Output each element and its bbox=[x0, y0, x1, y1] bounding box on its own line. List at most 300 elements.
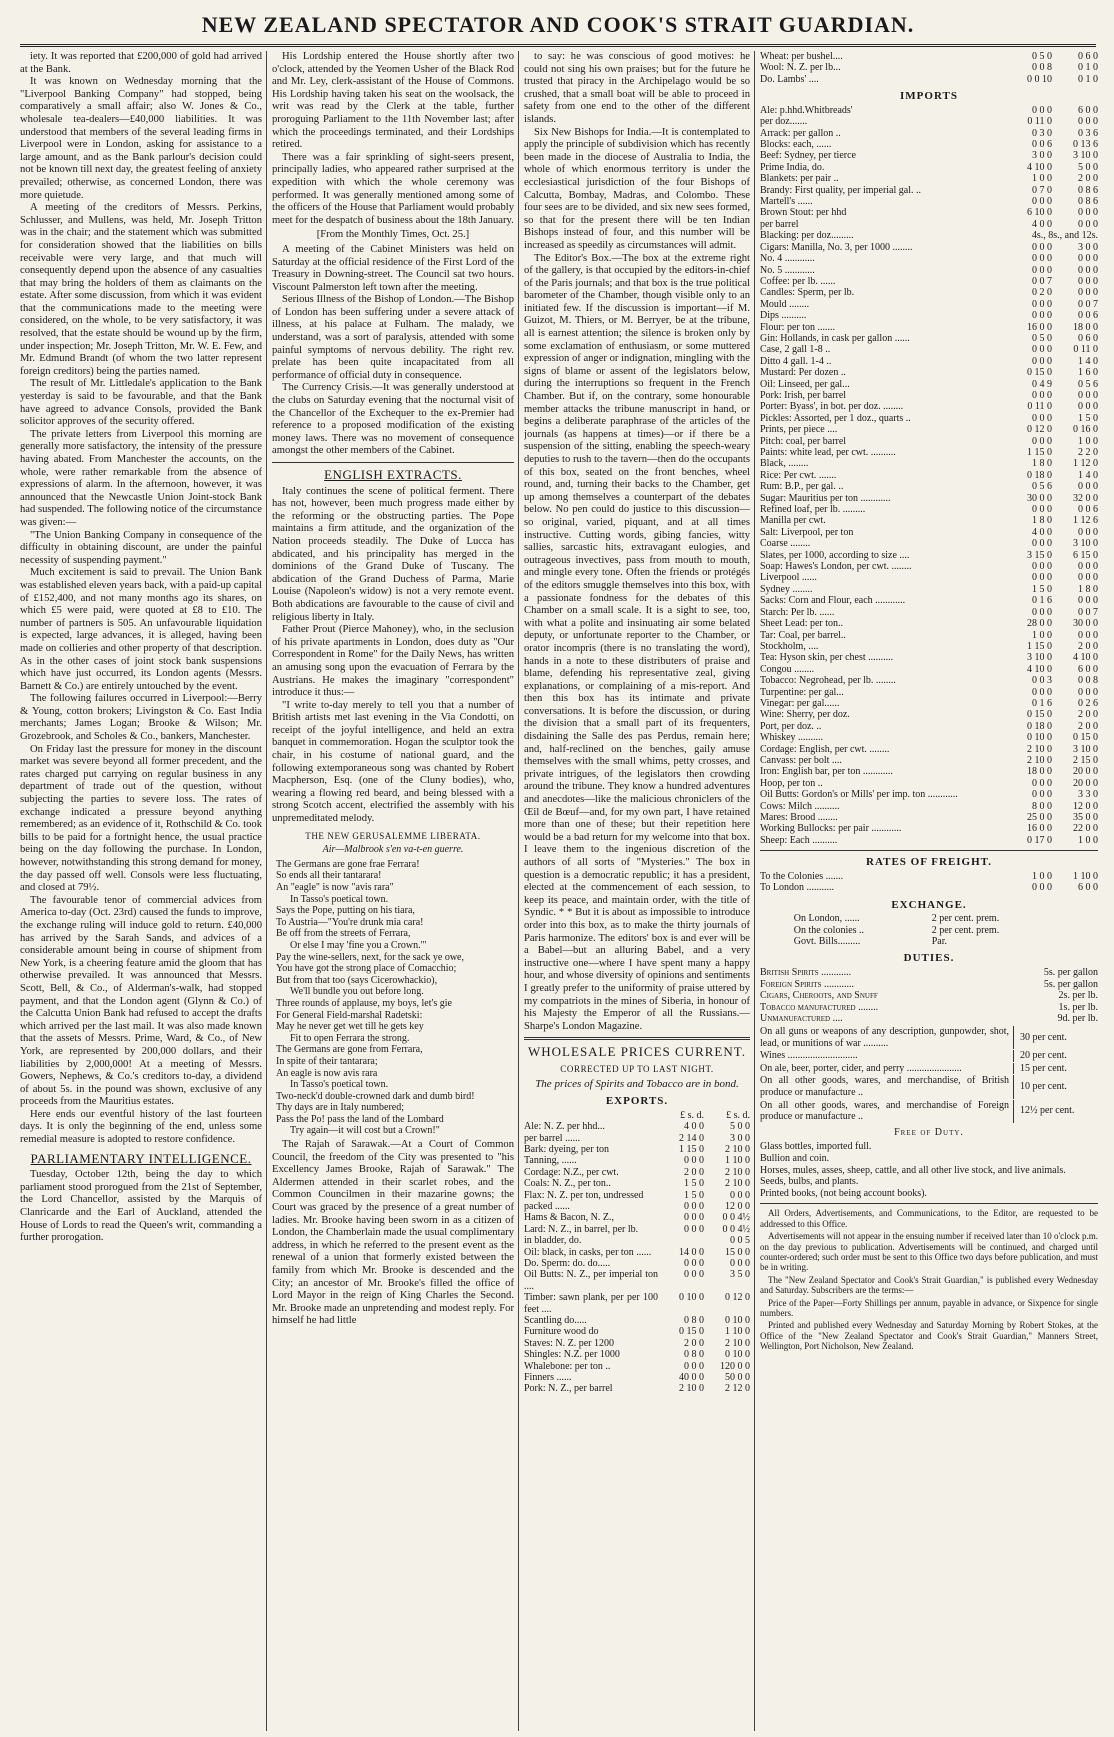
price-row bbox=[760, 721, 1098, 732]
price-row bbox=[760, 709, 1098, 720]
price-row bbox=[524, 1235, 750, 1246]
article-paragraph: It was known on Wednesday morning that the "Liverpool Banking Company" had stopped, being comparatively a small affair; also W. Jones & Co., wholesale tea-dealers—£40,000 liabilities. It was understood that members of the several leading firms in Liverpool were in London, asking for assistance to a large amount, and as the Bank parlour's decision could not be known till next day, the greatest feeling of anxiety prevailed; otherwise, as concerned London, there was more quietude. bbox=[20, 76, 262, 201]
price-item: Porter: Byass', in bot. per doz. ........ bbox=[760, 401, 904, 413]
price-item: Canvass: per bolt .... bbox=[760, 754, 842, 766]
duty-rate: 1s. per lb. bbox=[1058, 1001, 1098, 1013]
article-paragraph: The result of Mr. Littledale's application to the Bank yesterday is said to be favourable, and that the Bank have agreed to advance Consols, provided the Bank solicitor approves of the security offered. bbox=[20, 378, 262, 428]
price-item: Brandy: First quality, per imperial gal. .. bbox=[760, 184, 921, 196]
price-high: 0 0 6 bbox=[1078, 504, 1098, 516]
price-row bbox=[760, 652, 1098, 663]
price-item: Oil: black, in casks, per ton ...... bbox=[524, 1246, 652, 1258]
price-high: 30 0 0 bbox=[1073, 618, 1098, 630]
verse-line: Fit to open Ferrara the strong. bbox=[290, 1032, 410, 1044]
price-high: 120 0 0 bbox=[720, 1360, 750, 1372]
price-low: 0 0 0 bbox=[1032, 241, 1052, 253]
duty-item: British Spirits ............ bbox=[760, 967, 852, 979]
price-high: 0 1 0 bbox=[1078, 73, 1098, 85]
article-paragraph: The Currency Crisis.—It was generally understood at the clubs on Saturday evening that the nocturnal visit of the Chancellor of the Exchequer to the ex-Premier had reference to a proposed modification of the existing money laws. There was no movement of consequence amongst the other members of the Cabinet. bbox=[272, 382, 514, 457]
price-row bbox=[760, 823, 1098, 834]
article-paragraph: "I write to-day merely to tell you that a number of British artists met last evening in the Via Condotti, on receipt of the joyful intelligence, and held an extra banquet in commemoration. Hogan the sculptor took the chair, in his costume of national guard, and the following extemporaneous song was chanted by Robert Macpherson, Esq. (one of the Cluny bodies), who, wearing a flowing red beard, and being blessed with a strong Scotch accent, electrified the assembly with his unpremeditated melody. bbox=[272, 699, 514, 825]
price-low: 0 0 0 bbox=[1032, 298, 1052, 310]
free-item: Printed books, (not being account books). bbox=[760, 1187, 927, 1199]
verse-line: In Tasso's poetical town. bbox=[290, 893, 389, 905]
price-item: Tea: Hyson skin, per chest .......... bbox=[760, 652, 894, 664]
price-item: Vinegar: per gal...... bbox=[760, 697, 840, 709]
price-high: 20 0 0 bbox=[1073, 777, 1098, 789]
price-low: 0 10 0 bbox=[679, 1292, 704, 1304]
article-paragraph: The favourable tenor of commercial advices from America to-day (Oct. 23rd) caused the funds to improve, the exchange ruling will induce gold to return. £40,000 has arrived by the Sarah Sands, and advices of a considerable amount being in course of shipment from New York, is a cheering feature amid the gloom that has otherwise prevailed. It was announced that Messrs. Scott, Bell, & Co., of Alderman's-walk, had stopped payment, and that the London agent (Glynn & Co.) of the Calcutta Union Bank had refused to accept the drafts which arrived per the last mail. It was also made known that the assets of Messrs. Prime, Ward, & Co., of New York, are represented by 200,000 dollars, and their liabilities by 2,000,000! At a meeting of Messrs. Gowers, Nephews, & Co.'s creditors to-day, a dividend of about 5s. in the pound was shown, exclusive of any proceeds from the Mauritius estates. bbox=[20, 894, 262, 1108]
price-item: Sugar: Mauritius per ton ............ bbox=[760, 492, 891, 504]
price-low: 0 0 0 bbox=[1032, 196, 1052, 208]
price-low: 1 15 0 bbox=[1027, 447, 1052, 458]
price-low: 8 0 0 bbox=[1032, 800, 1052, 812]
price-row bbox=[760, 367, 1098, 378]
exports-heading: EXPORTS. bbox=[605, 1095, 669, 1108]
price-low: 0 0 0 bbox=[1032, 435, 1052, 447]
duty-item: Tobacco manufactured ........ bbox=[760, 1001, 879, 1013]
price-low: 4 10 0 bbox=[1027, 663, 1052, 675]
verse-line: The Germans are gone frae Ferrara! bbox=[276, 858, 420, 870]
price-row bbox=[760, 675, 1098, 686]
price-row bbox=[524, 1178, 750, 1189]
price-low: 0 4 9 bbox=[1032, 378, 1052, 390]
price-low: 6 10 0 bbox=[1027, 207, 1052, 219]
price-low: 0 0 0 bbox=[1032, 412, 1052, 424]
price-row bbox=[524, 1349, 750, 1360]
exchange-value: 2 per cent. prem. bbox=[931, 913, 1000, 925]
price-item: Stockholm, .... bbox=[760, 640, 819, 652]
price-item: Brown Stout: per hhd bbox=[760, 207, 847, 219]
column-divider bbox=[518, 51, 519, 1731]
price-low: 0 12 0 bbox=[1027, 424, 1052, 436]
verse-line: Pay the wine-sellers, next, for the sack ye owe, bbox=[276, 951, 464, 963]
exchange-table bbox=[794, 913, 1064, 947]
produce-table bbox=[760, 51, 1098, 85]
price-item: Wool: N. Z. per lb... bbox=[760, 62, 841, 74]
price-item: Pork: N. Z., per barrel bbox=[524, 1383, 613, 1395]
article-paragraph: There was a fair sprinkling of sight-seers present, principally ladies, who appeared rather surprised at the expedition with which the whole ceremony was performed. It was generally mentioned among some of the officers of the House that Parliament would probably meet for the despatch of business about the 18th January. bbox=[272, 151, 514, 226]
price-row bbox=[524, 1315, 750, 1326]
price-row bbox=[760, 162, 1098, 173]
price-high: 0 0 7 bbox=[1078, 606, 1098, 618]
price-high: 1 0 0 bbox=[1078, 435, 1098, 447]
price-row bbox=[760, 630, 1098, 641]
price-low: 0 0 8 bbox=[1032, 62, 1052, 74]
price-row bbox=[524, 1258, 750, 1269]
duty-brace-rate: 10 per cent. bbox=[1020, 1081, 1067, 1093]
duty-row bbox=[760, 1013, 1098, 1025]
duty-brace-item: On all guns or weapons of any description, gunpowder, shot, lead, or munitions of war .......... bbox=[760, 1026, 1014, 1049]
price-low: 0 5 0 bbox=[1032, 51, 1052, 62]
price-high: 18 0 0 bbox=[1073, 321, 1098, 333]
article-paragraph: Father Prout (Pierce Mahoney), who, in the seclusion of his private apartments in London, does duty as "Our Correspondent in Rome" for the Daily News, has written an amusing song upon the evacuation of Ferrara by the Austrians. He makes the imaginary "correspondent" introduce it thus:— bbox=[272, 624, 514, 699]
price-item: Prime India, do. bbox=[760, 161, 825, 173]
price-low: 0 11 0 bbox=[1027, 116, 1052, 128]
price-item: Slates, per 1000, according to size .... bbox=[760, 549, 910, 561]
verse-line: Thy days are in Italy numbered; bbox=[276, 1102, 405, 1114]
price-high: 0 1 0 bbox=[1078, 62, 1098, 74]
price-high: 5 0 0 bbox=[1078, 161, 1098, 173]
price-low: 1 8 0 bbox=[1032, 458, 1052, 470]
price-low: 0 2 0 bbox=[1032, 287, 1052, 299]
price-item: Timber: sawn plank, per per 100 feet .... bbox=[524, 1292, 658, 1315]
publication-notices bbox=[760, 1208, 1098, 1351]
price-high: 0 2 6 bbox=[1078, 697, 1098, 709]
price-high: 2 2 0 bbox=[1078, 447, 1098, 458]
duty-item: Unmanufactured .... bbox=[760, 1013, 843, 1025]
price-row bbox=[760, 196, 1098, 207]
price-low: 0 0 0 bbox=[1032, 310, 1052, 322]
article-paragraph: The Rajah of Sarawak.—At a Court of Common Council, the freedom of the City was presented to "his Excellency James Brooke, Rajah of Sarawak." The Aldermen attended in their scarlet robes, and the Common Councilmen in their mazarine gowns; the Court was graced by the presence of a great number of ladies. Mr. Brooke having been sworn in as a citizen of London, the Chamberlain made the usual complimentary address, in which he referred to the present event as the renewal of a union that formerly existed between the family from which Mr. Brooke is descended and the City; an ancestor of Mr. Brooke's filled the office of Lord Mayor in the reign of King Charles the Second. Mr. Brooke made an unpretending and modest reply. For himself he had little bbox=[272, 1139, 514, 1327]
verse-line: To Austria—"You're drunk mia cara! bbox=[276, 916, 424, 928]
price-item: Tobacco: Negrohead, per lb. ........ bbox=[760, 675, 896, 687]
price-high: 6 0 0 bbox=[1078, 104, 1098, 116]
duty-brace-rate: 12½ per cent. bbox=[1020, 1105, 1075, 1117]
exchange-value: 2 per cent. prem. bbox=[931, 924, 1000, 936]
price-row bbox=[524, 1212, 750, 1223]
price-low: 2 0 0 bbox=[684, 1166, 704, 1178]
article-paragraph: On Friday last the pressure for money in the discount market was severe beyond all former precedent, and the rates charged put carrying on regular business in any department of trade out of the question, without subjecting the parties to severe loss. The rates of exchange indicated a pressure beyond anything remembered; as an evidence of it, Rothschild & Co. took bills to be paid for a fortnight hence, the usual practice being on the day following the purchase. In London, however, notwithstanding this strong demand for money, the day passed off well. Consols were less fluctuating, and closed at 79½. bbox=[20, 743, 262, 894]
price-high: 2 0 0 bbox=[1078, 720, 1098, 732]
price-high: 32 0 0 bbox=[1073, 492, 1098, 504]
price-high: 6 0 0 bbox=[1078, 882, 1098, 894]
price-item: Refined loaf, per lb. ......... bbox=[760, 504, 866, 516]
price-low: 0 0 0 bbox=[684, 1360, 704, 1372]
price-item: Oil Butts: N. Z., per imperial ton .... bbox=[524, 1269, 658, 1292]
verse-line: We'll bundle you out before long. bbox=[290, 986, 424, 998]
price-high: 6 0 0 bbox=[1078, 663, 1098, 675]
duty-item: Cigars, Cheroots, and Snuff bbox=[760, 990, 878, 1002]
price-high: 2 12 0 bbox=[725, 1383, 750, 1395]
price-row bbox=[760, 595, 1098, 606]
price-item: Mould ........ bbox=[760, 298, 810, 310]
price-high: 4 10 0 bbox=[1073, 652, 1098, 664]
units-low: £ s. d. bbox=[680, 1109, 704, 1121]
article-paragraph: The Editor's Box.—The box at the extreme right of the gallery, is that occupied by the editors-in-chief of the Paris journals; and that box is the true political barometer of the Chamber, though visible only to an initiated few. If the discussion is important—if M. Guizot, M. Thiers, or M. Berryer, be at the tribune, all is earnest attention; the silence is broken only by some exclamation of enthusiasm, or some muttered expression of anger or indignation, mingling with the signs of blame or assent of the legislators below, during the interruptions so frequent in the French Chamber. But if, on the contrary, some honourable member attacks the tribune manuscript in hand, or begins a deliberate paraphrase of the articles of the journals (as happens at times)—or if there be a suspension of the sitting, enabling the speech-weary deputies to rush to the tavern—then do the occupants of this box, seated on the front benches, wheel round, and, turning their backs to the Chamber, get up among themselves a counterpart of the debates below. No pen could do justice to this discussion—so original, varied, piquant, and at all times instructive. Cutting words, gibing fancies, witty sallies, sarcastic hits, extravagant eulogies, and outrageous invectives, pass from mouth to mouth, and mingle every tone. Often the friends or protégés of the editors smuggle themselves into this box, with a passionate fondness for the debates of this Chamber on a small scale. It is a sight to see, too, with what a polite and insinuating air some belated deputy, or unfortunate reporter to the Chamber, or orator incompris (there is no translating the word), hands in a note to these distributers of praise and blame, defending his representative zeal, giving explanations, or complaining of a mis-report. And then this box has its intimate and private conversations. It is before the discussion, or during the division that a small part of its frequenters, disdaining the Salle des pas Perdus, remain here; and, half-reclined on the benches, gaily amuse themselves with the small whims, petty crosses, and private intrigues, of the legislators then crowding around the tribune. They know a hundred adventures and anecdotes—like the malicious chroniclers of the Œil de Bœuf—and, for my own part, I have retained more than one of these; but their repetition here would be a bad return for my welcome into that box. I leave them to the ingenious discretion of the authors of all sorts of "Mysteries." The box in question is a democratic republic; it has a president, elected at the commencement of each session, to keep its peace, and maintain order, with the title of Syndic. * * But it is about as impossible to introduce order into this box, as to make the thirty journals of Paris harmonize. The editors' box is and ever will be a Babel—but an alluring Babel, and a very instructive one—where I have spent many a happy hour, and whose diversity of opinions and sentiments I greatly prefer to the uniformity of praise uttered by my compatriots in the mines of Siberia, in honour of his Majesty the Emperor of all the Russians.—Sharpe's London Magazine. bbox=[524, 252, 750, 1032]
duty-rate: 9d. per lb. bbox=[1057, 1013, 1098, 1025]
price-high: 22 0 0 bbox=[1073, 823, 1098, 835]
duty-brace-row bbox=[760, 1063, 1098, 1075]
price-row bbox=[760, 424, 1098, 435]
price-high: 2 10 0 bbox=[725, 1143, 750, 1155]
column-4 bbox=[760, 51, 1098, 1731]
duty-row bbox=[760, 967, 1098, 979]
article-paragraph: Here ends our eventful history of the last fourteen days. It is only the beginning of the end, unless some remedial measure is adopted to restore confidence. bbox=[20, 1108, 262, 1146]
duty-brace-row bbox=[760, 1100, 1098, 1123]
price-row bbox=[760, 379, 1098, 390]
price-row bbox=[760, 538, 1098, 549]
price-high: 3 10 0 bbox=[1073, 150, 1098, 162]
price-high: 0 0 0 bbox=[1078, 287, 1098, 299]
price-row bbox=[524, 1133, 750, 1144]
price-item: in bladder, do. bbox=[524, 1235, 582, 1247]
verse-line: Be off from the streets of Ferrara, bbox=[276, 928, 411, 940]
price-row bbox=[760, 493, 1098, 504]
notice-paragraph: The "New Zealand Spectator and Cook's Strait Guardian," is published every Wednesday and Saturday. Subscribers are the terms:— bbox=[760, 1274, 1098, 1296]
prices-corrected: CORRECTED UP TO LAST NIGHT. bbox=[560, 1063, 714, 1074]
price-high: 1 10 0 bbox=[725, 1155, 750, 1167]
exchange-row bbox=[794, 913, 1064, 924]
price-high: 0 0 0 bbox=[1078, 481, 1098, 493]
price-row bbox=[760, 310, 1098, 321]
price-high: 0 0 0 bbox=[1078, 264, 1098, 276]
price-row bbox=[524, 1190, 750, 1201]
price-low: 0 0 7 bbox=[1032, 275, 1052, 287]
price-low: 16 0 0 bbox=[1027, 321, 1052, 333]
article-paragraph: iety. It was reported that £200,000 of gold had arrived at the Bank. bbox=[20, 51, 262, 75]
price-low: 4 0 0 bbox=[1032, 526, 1052, 538]
exchange-item: Govt. Bills......... bbox=[793, 936, 861, 948]
price-item: Salt: Liverpool, per ton bbox=[760, 526, 854, 538]
price-high: 1 4 0 bbox=[1078, 355, 1098, 367]
price-high: 0 0 0 bbox=[1078, 207, 1098, 219]
parliamentary-heading: PARLIAMENTARY INTELLIGENCE. bbox=[30, 1150, 252, 1166]
price-item: Pitch: coal, per barrel bbox=[760, 435, 847, 447]
price-row bbox=[760, 744, 1098, 755]
price-low: 0 0 0 bbox=[1032, 777, 1052, 789]
price-row bbox=[760, 287, 1098, 298]
price-high: 0 11 0 bbox=[1073, 344, 1098, 356]
price-low: 14 0 0 bbox=[679, 1246, 704, 1258]
free-item: Glass bottles, imported full. bbox=[760, 1141, 872, 1153]
price-row bbox=[760, 230, 1098, 241]
price-high: 3 3 0 bbox=[1078, 789, 1098, 801]
price-low: 1 8 0 bbox=[1032, 515, 1052, 527]
price-low: 1 15 0 bbox=[1027, 640, 1052, 652]
price-row bbox=[760, 74, 1098, 85]
exchange-item: On the colonies .. bbox=[793, 924, 865, 936]
price-item: Starch: Per lb. ...... bbox=[760, 606, 835, 618]
price-row bbox=[760, 871, 1098, 882]
masthead-rule bbox=[20, 44, 1096, 47]
price-item: Wine: Sherry, per doz. bbox=[760, 709, 850, 721]
price-row bbox=[524, 1155, 750, 1166]
price-item: per barrel ...... bbox=[524, 1132, 581, 1144]
price-row bbox=[524, 1372, 750, 1383]
article-paragraph: Italy continues the scene of political ferment. There has not, however, been much progress made either by the reforming or the obstructing parties. The Pope maintains a firm attitude, and the organization of the Nation proceeds steadily. The Duke of Lucca has abdicated, and his principality has merged in the dominions of the Grand Duke of Tuscany. The abdication of the Grand Duchess of Parma, Marie Louise (Napoleon's widow) is not a very remote event. Both abdications are favourable to the cause of civil and religious liberty in Italy. bbox=[272, 485, 514, 623]
price-low: 3 0 0 bbox=[1032, 150, 1052, 162]
price-item: Ale: p.hhd.Whitbreads' bbox=[760, 104, 853, 116]
price-item: Oil: Linseed, per gal... bbox=[760, 378, 850, 390]
duties-heading: DUTIES. bbox=[903, 952, 955, 965]
price-high: 50 0 0 bbox=[725, 1372, 750, 1384]
verse-line: For General Field-marshal Radetski: bbox=[276, 1009, 423, 1021]
price-low: 0 0 0 bbox=[684, 1223, 704, 1235]
duty-rate: 2s. per lb. bbox=[1058, 990, 1098, 1002]
price-row bbox=[760, 344, 1098, 355]
price-row bbox=[524, 1269, 750, 1292]
price-low: 0 1 6 bbox=[1032, 595, 1052, 607]
price-row bbox=[760, 789, 1098, 800]
price-row bbox=[524, 1338, 750, 1349]
price-high: 6 15 0 bbox=[1073, 549, 1098, 561]
price-row bbox=[760, 778, 1098, 789]
duty-brace-row bbox=[760, 1026, 1098, 1049]
price-item: per barrel bbox=[760, 218, 799, 230]
price-low: 2 0 0 bbox=[684, 1337, 704, 1349]
price-row bbox=[760, 550, 1098, 561]
price-row bbox=[524, 1247, 750, 1258]
price-high: 1 5 0 bbox=[1078, 412, 1098, 424]
price-row bbox=[760, 732, 1098, 743]
notice-paragraph: Printed and published every Wednesday and Saturday Morning by Robert Stokes, at the Office of the "New Zealand Spectator and Cook's Strait Guardian," Manners Street, Wellington, Port Nicholson, New Zealand. bbox=[760, 1320, 1098, 1352]
english-extracts-heading: ENGLISH EXTRACTS. bbox=[324, 467, 462, 482]
free-item: Seeds, bulbs, and plants. bbox=[760, 1176, 859, 1188]
duty-brace-row bbox=[760, 1050, 1098, 1062]
freight-heading: RATES OF FREIGHT. bbox=[866, 856, 992, 869]
price-low: 0 7 0 bbox=[1032, 184, 1052, 196]
price-low: 0 8 0 bbox=[684, 1349, 704, 1361]
price-row bbox=[760, 219, 1098, 230]
price-item: Prints, per piece .... bbox=[760, 424, 838, 436]
price-row bbox=[760, 333, 1098, 344]
duty-brace-rate: 30 per cent. bbox=[1020, 1031, 1067, 1043]
price-low: 28 0 0 bbox=[1027, 618, 1052, 630]
price-high: 0 0 7 bbox=[1078, 298, 1098, 310]
price-high: 0 0 0 bbox=[1078, 595, 1098, 607]
price-low: 0 1 6 bbox=[1032, 697, 1052, 709]
price-high: 0 13 6 bbox=[1073, 139, 1098, 151]
price-low: 0 0 0 bbox=[1032, 504, 1052, 516]
song-air: Air—Malbrook s'en va-t-en guerre. bbox=[322, 844, 464, 856]
price-row bbox=[760, 812, 1098, 823]
article-paragraph: The private letters from Liverpool this morning are generally more satisfactory, the intensity of the pressure having abated. From Manchester the accounts, on the whole, were rather remarkable from the absence of expressions of alarm. In the afternoon, however, it was announced that the Newcastle Union Joint-stock Bank had suspended. The following notice of the circumstance was given:— bbox=[20, 428, 262, 528]
price-row bbox=[760, 401, 1098, 412]
price-row bbox=[760, 687, 1098, 698]
price-high: 2 10 0 bbox=[725, 1178, 750, 1190]
duty-row bbox=[760, 990, 1098, 1002]
imports-heading: IMPORTS bbox=[900, 90, 958, 103]
article-paragraph: A meeting of the Cabinet Ministers was held on Saturday at the official residence of the First Lord of the Treasury in Downing-street. The Council sat two hours. Viscount Palmerston left town after the meeting. bbox=[272, 243, 514, 293]
price-item: Cigars: Manilla, No. 3, per 1000 ........ bbox=[760, 241, 913, 253]
price-low: 2 10 0 bbox=[679, 1383, 704, 1395]
column-divider bbox=[266, 51, 267, 1731]
price-low: 3 15 0 bbox=[1027, 549, 1052, 561]
verse-line: Try again—it will cost but a Crown!" bbox=[290, 1125, 440, 1137]
price-row bbox=[760, 607, 1098, 618]
price-low: 4 0 0 bbox=[684, 1121, 704, 1133]
price-item: Working Bullocks: per pair ............ bbox=[760, 823, 902, 835]
exchange-item: On London, ...... bbox=[793, 913, 860, 925]
price-item: Sheet Lead: per ton.. bbox=[760, 618, 844, 630]
article-paragraph: The following failures occurred in Liverpool:—Berry & Young, cotton brokers; Livingston & Co. East India merchants; James Logan; Brooke & Wilson; Mr. Grozebrook, and Scholes & Co., bankers, Manchester. bbox=[20, 693, 262, 743]
price-row bbox=[760, 436, 1098, 447]
price-low: 0 0 0 bbox=[684, 1212, 704, 1224]
price-low: 0 11 0 bbox=[1027, 401, 1052, 413]
price-low: 0 0 0 bbox=[684, 1269, 704, 1281]
price-item: Beef: Sydney, per tierce bbox=[760, 150, 856, 162]
price-row bbox=[524, 1224, 750, 1235]
price-row bbox=[760, 618, 1098, 629]
price-high: 0 0 0 bbox=[1078, 116, 1098, 128]
price-low: 40 0 0 bbox=[679, 1372, 704, 1384]
price-item: Turpentine: per gal... bbox=[760, 686, 844, 698]
separator bbox=[524, 1037, 750, 1040]
price-high: 20 0 0 bbox=[1073, 766, 1098, 778]
price-item: Blacking: per doz......... bbox=[760, 230, 854, 242]
price-row bbox=[524, 1201, 750, 1212]
price-high: 0 0 0 bbox=[1078, 572, 1098, 584]
price-row bbox=[760, 207, 1098, 218]
free-item: Bullion and coin. bbox=[760, 1152, 830, 1164]
price-item: Rum: B.P., per gal. .. bbox=[760, 481, 844, 493]
rajah-of-sarawak bbox=[272, 1139, 514, 1328]
parliament-continued bbox=[272, 51, 514, 227]
price-low: 0 0 0 bbox=[1032, 264, 1052, 276]
price-low: 0 0 0 bbox=[1032, 561, 1052, 573]
price-low: 1 5 0 bbox=[1032, 583, 1052, 595]
price-low: 0 0 3 bbox=[1032, 675, 1052, 687]
price-item: Shingles: N.Z. per 1000 bbox=[524, 1349, 620, 1361]
price-row bbox=[524, 1361, 750, 1372]
price-item: Paints: white lead, per cwt. .......... bbox=[760, 447, 896, 458]
price-high: 0 0 4½ bbox=[722, 1212, 750, 1224]
price-item: Blankets: per pair .. bbox=[760, 173, 839, 185]
price-item: Arrack: per gallon .. bbox=[760, 127, 841, 139]
duties-list bbox=[760, 967, 1098, 1025]
price-row bbox=[760, 139, 1098, 150]
prices-heading: WHOLESALE PRICES CURRENT. bbox=[528, 1044, 746, 1060]
article-paragraph: Serious Illness of the Bishop of London.—The Bishop of London has been suffering under a severe attack of illness, at his palace at Fulham. The malady, we understand, was a sort of paralysis, attended with some painful symptoms of nervous debility. The right rev. prelate has been quite incapacitated from all performance of official duty in consequence. bbox=[272, 294, 514, 381]
price-low: 0 0 0 bbox=[1032, 355, 1052, 367]
price-low: 2 10 0 bbox=[1027, 743, 1052, 755]
imports-table bbox=[760, 105, 1098, 846]
price-high: 1 10 0 bbox=[1073, 870, 1098, 882]
notice-paragraph: Price of the Paper—Forty Shillings per annum, payable in advance, or Sixpence for single numbers. bbox=[760, 1297, 1098, 1318]
verse-line: The Germans are gone from Ferrara, bbox=[276, 1044, 423, 1056]
price-high: 0 0 0 bbox=[1078, 253, 1098, 265]
article-paragraph: His Lordship entered the House shortly after two o'clock, attended by the Yeomen Usher of the Black Rod and Mr. Ley, clerk-assistant of the House of Commons. His Lordship having taken his seat on the woolsack, the writ was read by the Clerk at the table, further proroguing Parliament to the 11th November last; after which the proceedings terminated, and their Lordships retired. bbox=[272, 51, 514, 151]
price-item: Cows: Milch .......... bbox=[760, 800, 840, 812]
price-high: 0 12 0 bbox=[725, 1292, 750, 1304]
price-low: 0 18 0 bbox=[1027, 469, 1052, 481]
price-high: 0 10 0 bbox=[725, 1315, 750, 1326]
price-row bbox=[760, 561, 1098, 572]
price-high: 0 0 0 bbox=[1078, 275, 1098, 287]
price-row bbox=[760, 116, 1098, 127]
price-low: 0 0 0 bbox=[684, 1257, 704, 1269]
price-high: 1 12 6 bbox=[1073, 515, 1098, 527]
price-item: Blocks: each, ...... bbox=[760, 139, 832, 151]
price-low: 1 0 0 bbox=[1032, 173, 1052, 185]
price-row bbox=[760, 447, 1098, 458]
price-item: Ale: N. Z. per hhd... bbox=[524, 1121, 605, 1133]
price-row bbox=[760, 51, 1098, 62]
price-low: 3 10 0 bbox=[1027, 652, 1052, 664]
price-item: Port, per doz. .. bbox=[760, 720, 822, 732]
article-paragraph: "The Union Banking Company in consequence of the difficulty in obtaining discount, are under the painful necessity of suspending payment." bbox=[20, 529, 262, 566]
price-row bbox=[760, 322, 1098, 333]
article-paragraph: to say: he was conscious of good motives: he could not sing his own praises; but for the future he trusted that piracy in the Archipelago would be so crushed, that a small boat will be able to proceed in safety from one end to the other of the different islands. bbox=[524, 51, 750, 125]
price-item: Pickles: Assorted, per 1 doz., quarts .. bbox=[760, 412, 911, 424]
price-row bbox=[760, 835, 1098, 846]
price-row bbox=[760, 150, 1098, 161]
price-row bbox=[760, 584, 1098, 595]
price-high: 0 3 6 bbox=[1078, 127, 1098, 139]
price-item: Finners ...... bbox=[524, 1372, 572, 1384]
price-low: 1 5 0 bbox=[684, 1189, 704, 1201]
price-item: Hoop, per ton .. bbox=[760, 777, 823, 789]
price-item: Soap: Hawes's London, per cwt. ........ bbox=[760, 561, 912, 573]
price-item: Tar: Coal, per barrel.. bbox=[760, 629, 846, 641]
price-high: 0 0 0 bbox=[1078, 218, 1098, 230]
price-item: Ditto 4 gall. 1-4 .. bbox=[760, 355, 832, 367]
price-item: Staves: N. Z. per 1200 bbox=[524, 1337, 614, 1349]
price-row bbox=[760, 128, 1098, 139]
price-high: 0 0 0 bbox=[730, 1189, 750, 1201]
price-low: 0 0 0 bbox=[1032, 686, 1052, 698]
price-high: 1 8 0 bbox=[1078, 583, 1098, 595]
